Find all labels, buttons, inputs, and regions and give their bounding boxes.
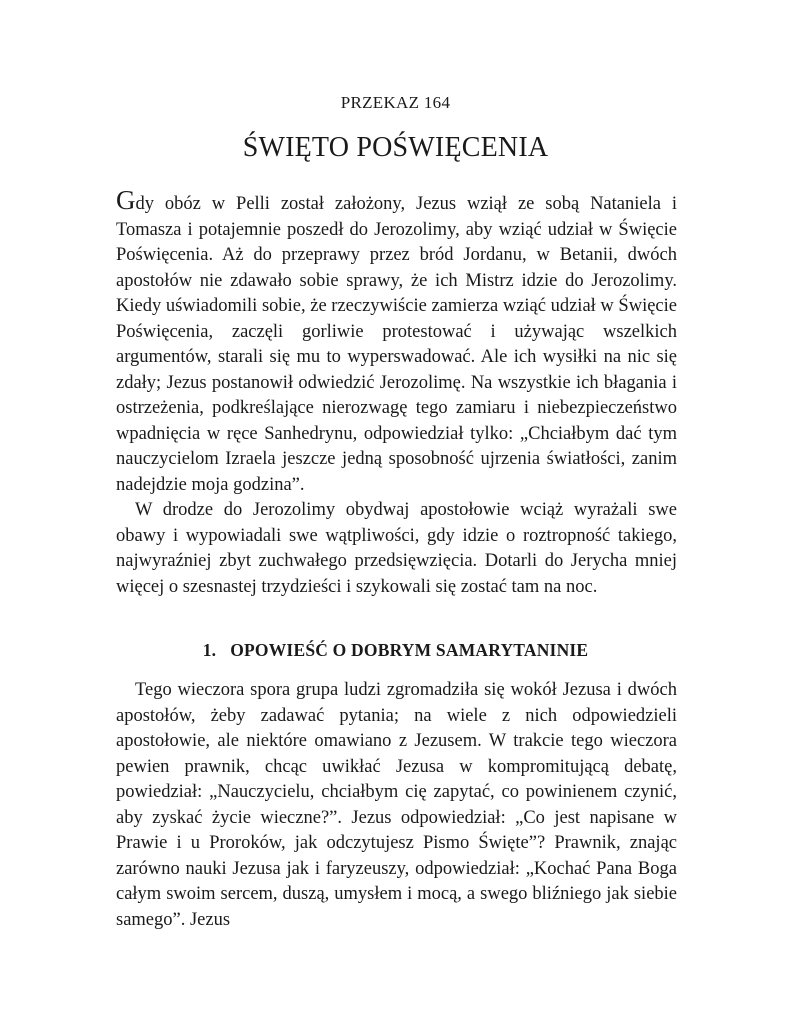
- section-heading: [0, 640, 791, 661]
- section-number: 1.: [202, 640, 217, 660]
- intro-text: [116, 185, 677, 600]
- section-title: OPOWIEŚĆ O DOBRYM SAMARYTANINIE: [230, 640, 589, 660]
- paper-title: ŚWIĘTO POŚWIĘCENIA: [242, 132, 549, 163]
- paper-label: PRZEKAZ 164: [340, 93, 451, 112]
- intro-paragraph-2: W drodze do Jerozolimy obydwaj apostołowie wciąż wyrażali swe obawy i wypowiadali swe wątpliwości, gdy idzie o roztropność takiego, najwyraźniej zbyt zuchwałego przedsięwzięcia. Dotarli do Jerycha mniej więcej o szesnastej trzydzieści i szykowali się zostać tam na noc.: [116, 500, 677, 597]
- section-1-paragraph-1: Tego wieczora spora grupa ludzi zgromadziła się wokół Jezusa i dwóch apostołów, żeby zadawać pytania; na wiele z nich odpowiedzieli apostołowie, ale niektóre omawiano z Jezusem. W trakcie tego wieczora pewien prawnik, chcąc uwikłać Jezusa w kompromitującą debatę, powiedział: „Nauczycielu, chciałbym cię zapytać, co powinienem czynić, aby zyskać życie wieczne?”. Jezus odpowiedział: „Co jest napisane w Prawie i u Proroków, jak odczytujesz Pismo Święte”? Prawnik, znając zarówno nauki Jezusa jak i faryzeuszy, odpowiedział: „Kochać Pana Boga całym swoim sercem, duszą, umysłem i mocą, a swego bliźniego jak siebie samego”. Jezus: [116, 680, 677, 930]
- section-1-text: [116, 678, 677, 933]
- intro-paragraph-1-text: dy obóz w Pelli został założony, Jezus wziął ze sobą Nataniela i Tomasza i potajemnie poszedł do Jerozolimy, aby wziąć udział w Święcie Poświęcenia. Aż do przeprawy przez bród Jordanu, w Betanii, dwóch apostołów nie zdawało sobie sprawy, że ich Mistrz idzie do Jerozolimy. Kiedy uświadomili sobie, że rzeczywiście zamierza wziąć udział w Święcie Poświęcenia, zaczęli gorliwie protestować i używając wszelkich argumentów, starali się mu to wyperswadować. Ale ich wysiłki na nic się zdały; Jezus postanowił odwiedzić Jerozolimę. Na wszystkie ich błagania i ostrzeżenia, podkreślające nierozwagę tego zamiaru i niebezpieczeństwo wpadnięcia w ręce Sanhedrynu, odpowiedział tylko: „Chciałbym dać tym nauczycielom Izraela jeszcze jedną sposobność ujrzenia światłości, zanim nadejdzie moja godzina”.: [116, 194, 677, 495]
- drop-cap: G: [116, 185, 136, 215]
- intro-paragraph-1: [116, 185, 677, 498]
